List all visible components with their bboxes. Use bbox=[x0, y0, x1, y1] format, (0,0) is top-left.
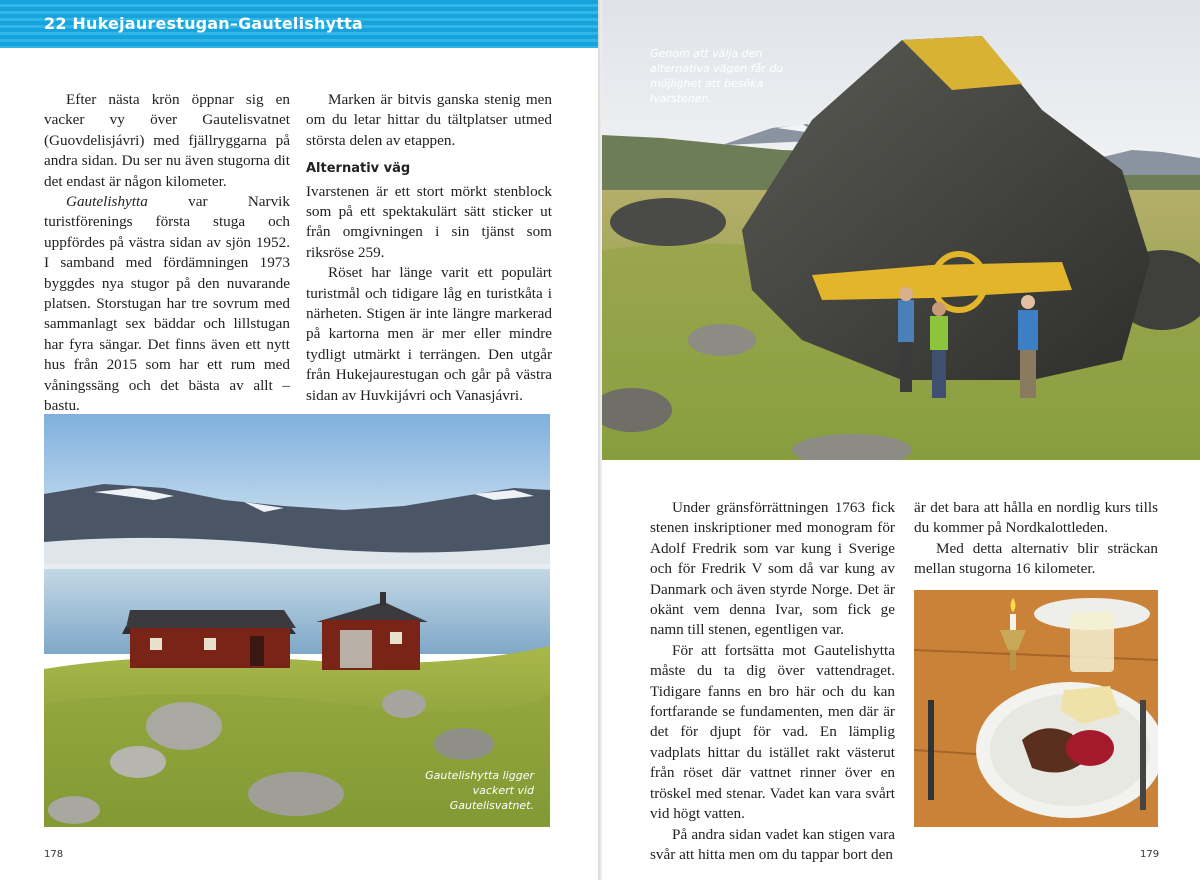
paragraph: Med detta alternativ blir sträckan mellan stugorna 16 kilometer. bbox=[914, 539, 1158, 578]
page-number: 178 bbox=[44, 849, 64, 860]
section-heading: Alternativ väg bbox=[306, 161, 411, 177]
paragraph: Ivarstenen är ett stort mörkt stenblock som på ett spektakulärt sätt sticker ut från omgivningen i sin tjänst som riksröse 259. bbox=[306, 182, 552, 261]
paragraph: är det bara att hålla en nordlig kurs tills du kommer på Nordkalottleden. bbox=[914, 499, 1158, 537]
right-page bbox=[602, 0, 1200, 880]
paragraph-text: var Narvik turistförenings första stuga och uppfördes på västra sidan av sjön 1952. I samband med fördämningen 1973 byggdes nya stugor på den nuvarande platsen. Storstugan har tre sovrum med sammanlagt sex bäddar och lillstugan har fyra sängar. Det finns även ett nytt hus från 2015 som har ett rum med våningssäng och det bästa av allt – bastu. bbox=[44, 193, 290, 415]
left-column-1 bbox=[44, 90, 290, 417]
page-number: 179 bbox=[1140, 849, 1160, 860]
paragraph: Efter nästa krön öppnar sig en vacker vy över Gautelisvatnet (Guovdelisjávri) med fjällryggarna på andra sidan. Du ser nu även stugorna dit det endast är någon kilometer. bbox=[44, 91, 290, 190]
place-name: Gautelishytta bbox=[66, 193, 148, 211]
left-column-2 bbox=[306, 90, 552, 406]
boulder-photo-caption: Genom att välja den alternativa vägen får du möjlighet att besöka Ivarstenen. bbox=[650, 47, 784, 105]
paragraph: Röset har länge varit ett populärt turistmål och tidigare låg en turistkåta i närheten. Stigen är inte längre markerad på kartorna men är mer eller mindre tydligt utmärkt i terrängen. Den utgår från Hukejaurestugan och går på västra sidan av Huvkijávri och Vanasjávri. bbox=[306, 264, 552, 404]
meal-photo bbox=[914, 590, 1158, 827]
right-column-1 bbox=[650, 498, 895, 865]
chapter-title: 22 Hukejaurestugan–Gautelishytta bbox=[44, 14, 363, 33]
paragraph: Marken är bitvis ganska stenig men om du letar hittar du tältplatser utmed största delen av etappen. bbox=[306, 91, 552, 149]
paragraph: För att fortsätta mot Gautelishytta måste du ta dig över vattendraget. Tidigare fanns en bro här och du kan fortfarande se fundamenten, men där är det för djupt för vad. En lämplig vadplats hittar du istället rakt västerut från röset där vattnet rinner över en tröskel med stenar. Vadet kan vara svårt vid högt vatten. bbox=[650, 641, 895, 823]
paragraph bbox=[44, 192, 290, 416]
right-column-2 bbox=[914, 498, 1158, 580]
cabin-photo bbox=[44, 414, 550, 827]
left-page bbox=[0, 0, 598, 880]
paragraph: På andra sidan vadet kan stigen vara svår att hitta men om du tappar bort den bbox=[650, 825, 895, 863]
cabin-photo-caption: Gautelishytta ligger vackert vid Gautelisvatnet. bbox=[425, 769, 534, 812]
paragraph: Under gränsförrättningen 1763 fick stenen inskriptioner med monogram för Adolf Fredrik som var kung i Sverige och för Fredrik V som då var kung av Danmark och även styrde Norge. Det är okänt vem denna Ivar, som fick ge namn till stenen, egentligen var. bbox=[650, 499, 895, 639]
